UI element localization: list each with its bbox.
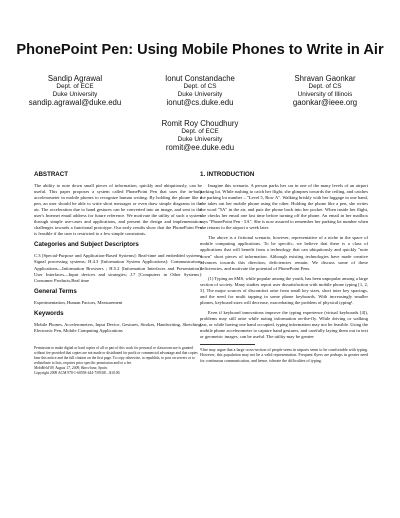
permission-notice [34,346,202,376]
footnote: ¹One may argue that a large cross-section of people seem in airports seem to be comfortable with typing. However, this population may not be a valid representation. Frequent flyers are perhaps in greater need for continuous communication, and hence, tolerate the difficulties of typing. [200,347,368,363]
abstract-text: The ability to note down small pieces of information, quickly and ubiquitously, can be useful. This paper proposes a system called PhonePoint Pen that uses the in-built accelerometer in mobile phones to recognize human writing. By holding the phone like a pen, an user should be able to write short messages or even draw simple diagrams in the air. The acceleration due to hand gestures can be converted into an image, and sent to the user's Internet email address for future reference. We motivate the utility of such a system through simple use-cases and applications, and present the design and implementation challenges towards a functional prototype. Our early results show that the PhonePoint Pen is feasible if the user is restricted to a few simple constraints. [34,183,202,237]
author-email[interactable]: gaonkar@ieee.org [292,98,358,108]
conference-line: MobiHeld'09, August 17, 2009, Barcelona, Spain. [34,365,108,370]
author-dept: Dept. of CS [183,83,217,90]
author-univ: University of Illinois [297,90,353,98]
intro-paragraph-4: Even if keyboard innovations improve the typing experience (virtual keyboards [4]), problems may still arise while noting information on-the-fly. While driving or walking fast, or while having one hand occupied, typing information may not be feasible. Using the mobile phone accelerometer to capture hand gestures, and carefully laying them out in text or geometric images, can be useful. The utility may be greater [200,309,368,340]
categories-heading: Categories and Subject Descriptors [34,241,139,249]
general-terms-text: Experimentation, Human Factors, Measurement [34,299,123,305]
copyright-line: Copyright 2009 ACM 978-1-60558-444-7/09/08 ...$10.00. [34,370,121,375]
author-block-1 [10,74,140,107]
author-dept: Dept. of ECE [56,83,94,90]
author-email[interactable]: romit@ee.duke.edu [165,143,235,153]
permission-text: Permission to make digital or hard copies of all or part of this work for personal or classroom use is granted without fee provided that copies are not made or distributed for profit or commercial advantage and that copies bear this notice and the full citation on the first page. To copy otherwise, to republish, to post on servers or to redistribute to lists, requires prior specific permission and/or a fee. [34,345,198,365]
abstract-heading: ABSTRACT [34,171,69,178]
author-name: Ionut Constandache [165,74,235,83]
categories-text: C.3 [Special-Purpose and Application-Based Systems]: Real-time and embedded systems, Signal processing systems; H.4.3 [Information System Applications]: Communications Applications—Information Browsers ; H.5.2 [Information Interfaces and Presentation]: User Interfaces—Input devices and strategies; J.7 [Computers in Other Systems]: Consumer Products,Real time [34,253,202,283]
footnote-divider [200,344,255,345]
author-dept: Dept. of ECE [181,128,219,135]
introduction-heading: 1. INTRODUCTION [200,171,255,178]
author-name: Romit Roy Choudhury [161,119,239,128]
intro-paragraph-1: Imagine this scenario. A person parks her car in one of the many levels of an airport parking lot. While rushing to catch her flight, she glimpses towards the ceiling, and catches the parking lot number – "Level 5, Row A". Walking briskly with her luggage in one hand, she takes out her mobile phone using the other. Holding the phone like a pen, she writes the word "5A" in the air, and puts the phone back into her pocket. When inside her flight, she checks her email one last time before turning off the phone. An email in her mailbox says "PhonePoint Pen - 5A". She is now assured to remember her parking lot number when she returns to the airport a week later. [200,183,368,231]
keywords-heading: Keywords [34,309,64,317]
author-name: Shravan Gaonkar [294,74,356,83]
author-block-3 [260,74,390,107]
general-terms-heading: General Terms [34,287,77,295]
author-univ: Duke University [177,90,223,98]
author-block-2 [135,74,265,107]
paper-title: PhonePoint Pen: Using Mobile Phones to Write in Air [16,42,384,58]
right-column [200,168,368,363]
author-univ: Duke University [52,90,98,98]
left-column [34,168,202,376]
author-email[interactable]: sandip.agrawal@duke.edu [28,98,122,108]
intro-paragraph-3: (1) Typing an SMS, while popular among the youth, has been unpopular among a large section of society. Many studies report user dissatisfaction with mobile phone typing [1, 2, 3]. The major sources of discomfort arise from small key sizes, short inter key spacings, and the need for multi tapping in some phone keyboards. With increasingly smaller phones, keyboard sizes will decrease, exacerbating the problem of physical typing¹. [200,275,369,305]
author-univ: Duke University [177,135,223,143]
author-dept: Dept. of CS [308,83,342,90]
author-email[interactable]: ionut@cs.duke.edu [166,98,234,108]
keywords-text: Mobile Phones, Accelerometers, Input Device, Gestures, Strokes, Handwriting, Sketching, Electronic Pen, Mobile Computing Applications [34,321,202,333]
author-block-4 [135,119,265,152]
intro-paragraph-2: The above is a fictional scenario, however, representative of a niche in the space of mobile computing applications. To be specific, we believe that there is a class of applications that will benefit from a technology that can ubiquitously and quickly "note down" short pieces of information. Although existing technologies have made creative advances towards this direction, deficiencies remain. We discuss some of these deficiencies, and motivate the potential of PhonePoint Pens. [200,235,368,271]
author-name: Sandip Agrawal [47,74,103,83]
